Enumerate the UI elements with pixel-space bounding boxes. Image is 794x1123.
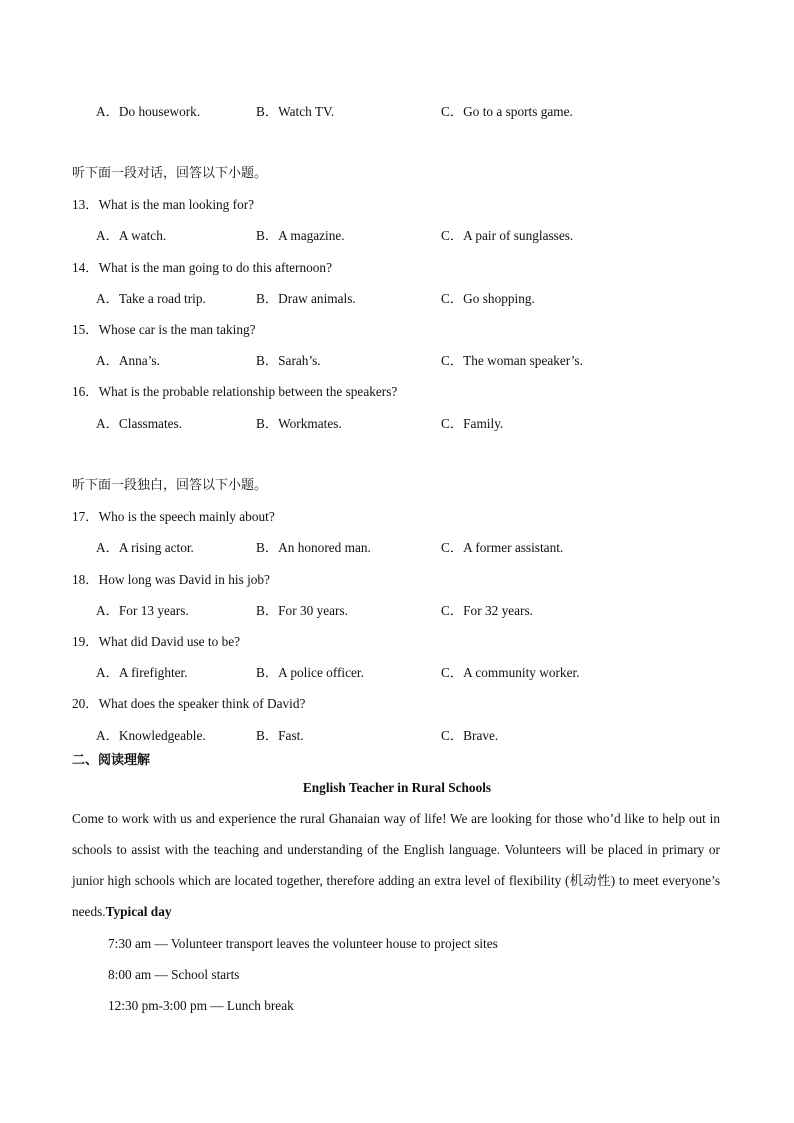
question-13-option-c: C．A pair of sunglasses.: [441, 228, 574, 243]
question-15-option-c: C．The woman speaker’s.: [441, 353, 583, 368]
passage-body-text: Come to work with us and experience the rural Ghanaian way of life! We are looking for those who’d like to help out in schools to assist with the teaching and understanding of the English language. Volunteers will be placed in primary or junior high schools which are located together, therefore adding an extra level of flexibility (机动性) to meet everyone’s needs.: [72, 811, 720, 919]
passage-title: English Teacher in Rural Schools: [302, 780, 492, 795]
question-18-option-b: B．For 30 years.: [256, 603, 348, 618]
question-16-option-b: B．Workmates.: [256, 416, 342, 431]
question-20-option-a: A．Knowledgeable.: [96, 728, 206, 743]
question-14-stem: 14．What is the man going to do this afternoon?: [72, 260, 332, 275]
q12-option-a: A．Do housework.: [96, 104, 201, 119]
question-17-option-a: A．A rising actor.: [96, 540, 194, 555]
question-16-option-c: C．Family.: [441, 416, 504, 431]
question-14-option-c: C．Go shopping.: [441, 291, 535, 306]
question-16-option-a: A．Classmates.: [96, 416, 183, 431]
question-19-option-c: C．A community worker.: [441, 665, 580, 680]
schedule-item: 8:00 am — School starts: [108, 967, 240, 982]
question-17-option-c: C．A former assistant.: [441, 540, 564, 555]
q12-option-c: C．Go to a sports game.: [441, 104, 573, 119]
question-20-stem: 20．What does the speaker think of David?: [72, 696, 306, 711]
question-19-option-a: A．A firefighter.: [96, 665, 188, 680]
question-14-option-b: B．Draw animals.: [256, 291, 356, 306]
question-17-option-b: B．An honored man.: [256, 540, 371, 555]
question-13-stem: 13．What is the man looking for?: [72, 197, 255, 212]
question-13-option-a: A．A watch.: [96, 228, 167, 243]
typical-day-label: Typical day: [105, 904, 172, 919]
section-intro-monologue: 听下面一段独白，回答以下小题。: [72, 478, 268, 493]
question-19-option-b: B．A police officer.: [256, 665, 364, 680]
question-19-stem: 19．What did David use to be?: [72, 634, 241, 649]
question-15-option-b: B．Sarah’s.: [256, 353, 321, 368]
question-17-stem: 17．Who is the speech mainly about?: [72, 509, 275, 524]
question-18-option-c: C．For 32 years.: [441, 603, 533, 618]
question-18-option-a: A．For 13 years.: [96, 603, 189, 618]
passage-body: [72, 803, 720, 927]
question-15-stem: 15．Whose car is the man taking?: [72, 322, 256, 337]
question-13-option-b: B．A magazine.: [256, 228, 345, 243]
question-18-stem: 18．How long was David in his job?: [72, 572, 270, 587]
question-14-option-a: A．Take a road trip.: [96, 291, 206, 306]
question-16-stem: 16．What is the probable relationship between the speakers?: [72, 384, 398, 399]
section-heading-reading: 二、阅读理解: [72, 753, 151, 768]
q12-option-b: B．Watch TV.: [256, 104, 335, 119]
schedule-item: 7:30 am — Volunteer transport leaves the volunteer house to project sites: [108, 936, 498, 951]
question-15-option-a: A．Anna’s.: [96, 353, 160, 368]
section-intro-dialogue: 听下面一段对话，回答以下小题。: [72, 166, 268, 181]
question-20-option-b: B．Fast.: [256, 728, 304, 743]
schedule-item: 12:30 pm-3:00 pm — Lunch break: [108, 998, 294, 1013]
question-20-option-c: C．Brave.: [441, 728, 499, 743]
